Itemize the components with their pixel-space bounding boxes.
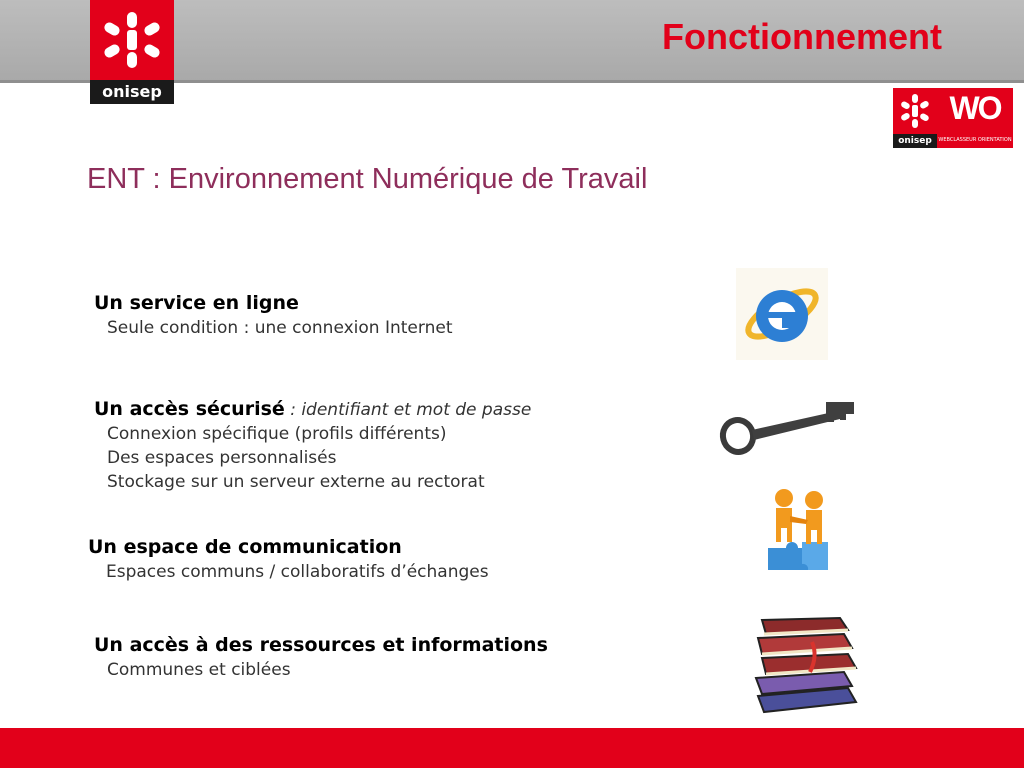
key-icon xyxy=(716,398,860,460)
logo-text: onisep xyxy=(90,80,174,104)
section-line: Stockage sur un serveur externe au rectorat xyxy=(107,472,485,492)
page-subtitle: ENT : Environnement Numérique de Travail xyxy=(87,163,648,195)
books-icon xyxy=(752,614,864,718)
section-secure-access xyxy=(94,396,531,494)
section-communication xyxy=(88,534,489,584)
section-resources xyxy=(94,632,548,682)
section-line: Connexion spécifique (profils différents) xyxy=(107,424,447,444)
onisep-logo xyxy=(90,0,174,104)
section-line: Seule condition : une connexion Internet xyxy=(107,318,453,338)
asterisk-icon xyxy=(90,0,174,80)
section-heading: Un espace de communication xyxy=(88,536,402,558)
section-line: Espaces communs / collaboratifs d’échanges xyxy=(106,562,489,582)
section-line: Des espaces personnalisés xyxy=(107,448,337,468)
internet-explorer-icon xyxy=(736,268,828,360)
footer-band xyxy=(0,728,1024,768)
wo-caption: WEBCLASSEUR ORIENTATION xyxy=(938,137,1012,143)
section-line: Communes et ciblées xyxy=(107,660,291,680)
heading-text: Un accès sécurisé xyxy=(94,398,285,420)
webclasseur-logo xyxy=(893,88,1013,148)
section-online-service xyxy=(94,290,452,340)
asterisk-icon xyxy=(893,88,937,134)
section-heading: Un service en ligne xyxy=(94,292,299,314)
wo-onisep-text: onisep xyxy=(893,134,937,148)
slide-title: Fonctionnement xyxy=(662,16,942,57)
wo-text: WO xyxy=(949,90,1001,126)
handshake-icon xyxy=(762,486,836,576)
heading-note: : identifiant et mot de passe xyxy=(284,400,532,420)
section-heading: Un accès à des ressources et informations xyxy=(94,634,548,656)
section-heading xyxy=(94,396,531,422)
